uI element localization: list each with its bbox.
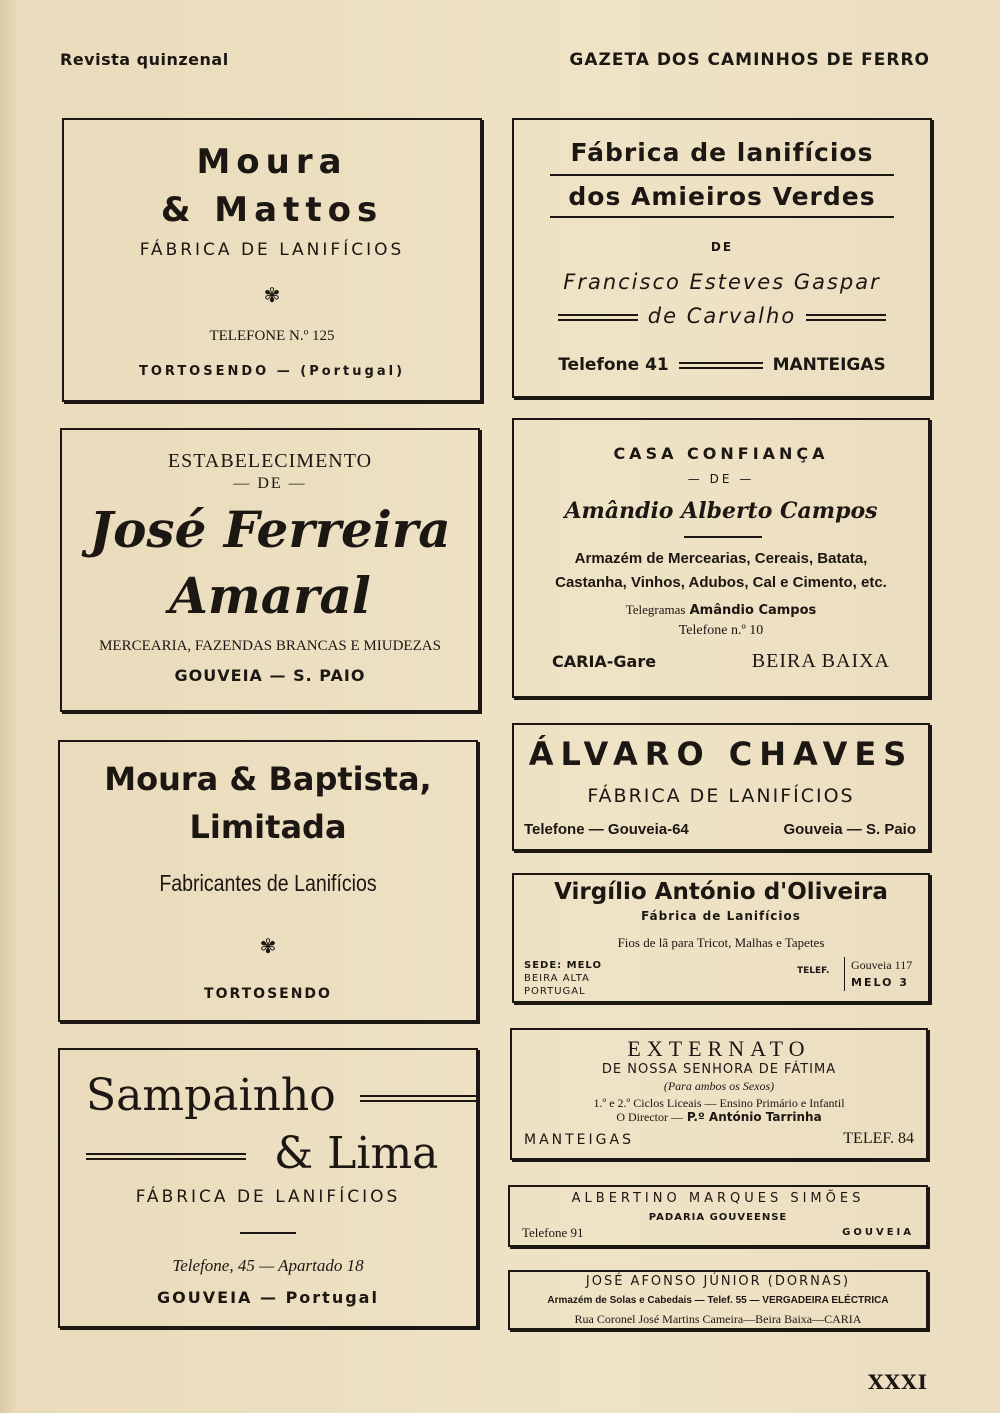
header-right: GAZETA DOS CAMINHOS DE FERRO bbox=[569, 50, 930, 70]
ad-director-label: O Director — bbox=[616, 1110, 683, 1124]
divider bbox=[550, 216, 894, 218]
ad-subtitle: Fábrica de Lanifícios bbox=[641, 909, 801, 923]
ad-region: BEIRA BAIXA bbox=[751, 650, 890, 672]
ad-name-line1: José Ferreira bbox=[89, 500, 451, 559]
ad-desc: Fios de lã para Tricot, Malhas e Tapetes bbox=[617, 935, 825, 950]
ad-subtitle: FÁBRICA DE LANIFÍCIOS bbox=[139, 240, 405, 260]
ad-owner-line1: Francisco Esteves Gaspar bbox=[563, 270, 881, 294]
ad-de: DE bbox=[710, 240, 734, 254]
ad-tel-melo: MELO 3 bbox=[851, 976, 909, 989]
ad-name: JOSÉ AFONSO JÚNIOR (DORNAS) bbox=[585, 1274, 851, 1289]
ad-name: Virgílio António d'Oliveira bbox=[554, 879, 888, 905]
ad-phone: Telefone 41 bbox=[558, 355, 669, 375]
ad-title: EXTERNATO bbox=[627, 1036, 811, 1061]
divider bbox=[684, 536, 762, 538]
ad-desc: Armazém de Solas e Cabedais — Telef. 55 — VERGADEIRA ELÉCTRICA bbox=[547, 1295, 889, 1306]
ad-de: — DE — bbox=[687, 472, 755, 486]
ad-owner-line2-text: de Carvalho bbox=[647, 304, 797, 328]
ad-subtitle: Fabricantes de Lanifícios bbox=[159, 870, 377, 896]
ad-title-line2: dos Amieiros Verdes bbox=[568, 182, 876, 211]
ad-virgilio-oliveira bbox=[512, 873, 930, 1003]
ad-address: Rua Coronel José Martins Cameira—Beira Baixa—CARIA bbox=[574, 1312, 862, 1326]
ad-subtitle: FÁBRICA DE LANIFÍCIOS bbox=[587, 785, 855, 807]
ad-owner-line2 bbox=[514, 304, 930, 328]
ad-de: — DE — bbox=[233, 475, 307, 492]
ad-casa-confianca bbox=[512, 418, 930, 698]
ad-title-line1: Moura & Baptista, bbox=[104, 760, 432, 798]
ad-sede bbox=[524, 959, 602, 998]
ad-jose-afonso-junior bbox=[508, 1270, 928, 1330]
ad-director bbox=[512, 1110, 926, 1125]
ad-location: MANTEIGAS bbox=[772, 355, 886, 375]
ad-location: Gouveia — S. Paio bbox=[783, 821, 916, 838]
divider bbox=[550, 174, 894, 176]
ad-sede-line1: SEDE: MELO bbox=[524, 960, 602, 971]
ad-title-line2 bbox=[86, 1128, 438, 1179]
ad-name: ALBERTINO MARQUES SIMÕES bbox=[571, 1191, 865, 1206]
ad-jose-ferreira-amaral bbox=[60, 428, 480, 712]
ad-phone: TELEFONE N.º 125 bbox=[209, 328, 335, 344]
ad-owner: Amândio Alberto Campos bbox=[564, 498, 878, 524]
ad-title-line2: Limitada bbox=[189, 808, 347, 846]
ad-subtitle: DE NOSSA SENHORA DE FÁTIMA bbox=[601, 1062, 837, 1077]
ad-title-line2-text: & Lima bbox=[274, 1128, 439, 1179]
ad-note: (Para ambos os Sexos) bbox=[663, 1079, 775, 1093]
ad-telegram-label: Telegramas bbox=[625, 602, 686, 617]
ad-moura-baptista bbox=[58, 740, 478, 1022]
ad-telegram bbox=[514, 602, 928, 618]
ad-albertino-simoes bbox=[508, 1185, 928, 1247]
ad-telegram-name: Amândio Campos bbox=[689, 603, 817, 618]
ad-location: GOUVEIA — S. PAIO bbox=[174, 666, 366, 685]
ad-line1: ESTABELECIMENTO bbox=[167, 450, 373, 472]
ad-footer bbox=[550, 355, 894, 375]
ad-externato bbox=[510, 1028, 928, 1160]
ad-phone: Telefone 91 bbox=[522, 1225, 584, 1240]
ad-tel-gouveia: Gouveia 117 bbox=[851, 958, 913, 972]
ad-phone: TELEF. 84 bbox=[843, 1130, 914, 1147]
ad-location: GOUVEIA — Portugal bbox=[157, 1288, 379, 1307]
ad-desc: MERCEARIA, FAZENDAS BRANCAS E MIUDEZAS bbox=[99, 638, 441, 654]
flower-ornament-icon: ✾ bbox=[259, 934, 277, 958]
ad-phone: Telefone — Gouveia-64 bbox=[524, 821, 689, 838]
header-left: Revista quinzenal bbox=[60, 50, 229, 69]
ad-name-line2: Amaral bbox=[169, 566, 371, 625]
ad-title-line1 bbox=[86, 1070, 476, 1121]
ad-location: GOUVEIA bbox=[842, 1227, 914, 1238]
ad-location: TORTOSENDO — (Portugal) bbox=[138, 364, 406, 379]
ad-moura-mattos bbox=[62, 118, 482, 402]
ad-title-line1: Fábrica de lanifícios bbox=[570, 138, 874, 167]
ad-director-name: P.º António Tarrinha bbox=[686, 1110, 822, 1124]
ad-name: ÁLVARO CHAVES bbox=[528, 735, 914, 773]
ad-sampainho-lima bbox=[58, 1048, 478, 1328]
ad-title-line1-text: Sampainho bbox=[86, 1070, 336, 1121]
ad-location: TORTOSENDO bbox=[204, 986, 332, 1002]
ad-sede-line2: BEIRA ALTA bbox=[524, 973, 590, 984]
ad-desc-line1: Armazém de Mercearias, Cereais, Batata, bbox=[574, 550, 868, 567]
ad-subtitle: PADARIA GOUVEENSE bbox=[648, 1212, 788, 1223]
ad-subtitle: FÁBRICA DE LANIFÍCIOS bbox=[135, 1187, 401, 1207]
divider bbox=[240, 1232, 296, 1234]
ad-title-line2: & Mattos bbox=[160, 190, 384, 230]
ad-place: CARIA-Gare bbox=[552, 652, 657, 671]
page-number: XXXI bbox=[868, 1370, 928, 1394]
ad-telef-label: TELEF. bbox=[797, 966, 830, 976]
ad-phone: Telefone n.º 10 bbox=[678, 623, 764, 638]
ad-title: CASA CONFIANÇA bbox=[613, 444, 829, 463]
ad-telef-values bbox=[844, 957, 912, 991]
ad-place: MANTEIGAS bbox=[524, 1132, 634, 1148]
ad-amieiros-verdes bbox=[512, 118, 932, 398]
flower-ornament-icon: ✾ bbox=[263, 283, 281, 307]
ad-desc-line2: Castanha, Vinhos, Adubos, Cal e Cimento, etc. bbox=[555, 574, 887, 591]
ad-courses: 1.º e 2.º Ciclos Liceais — Ensino Primário e Infantil bbox=[593, 1096, 845, 1110]
ad-alvaro-chaves bbox=[512, 723, 930, 851]
ad-title-line1: Moura bbox=[196, 142, 348, 182]
ad-sede-line3: PORTUGAL bbox=[524, 986, 586, 997]
ad-phone: Telefone, 45 — Apartado 18 bbox=[172, 1256, 364, 1275]
